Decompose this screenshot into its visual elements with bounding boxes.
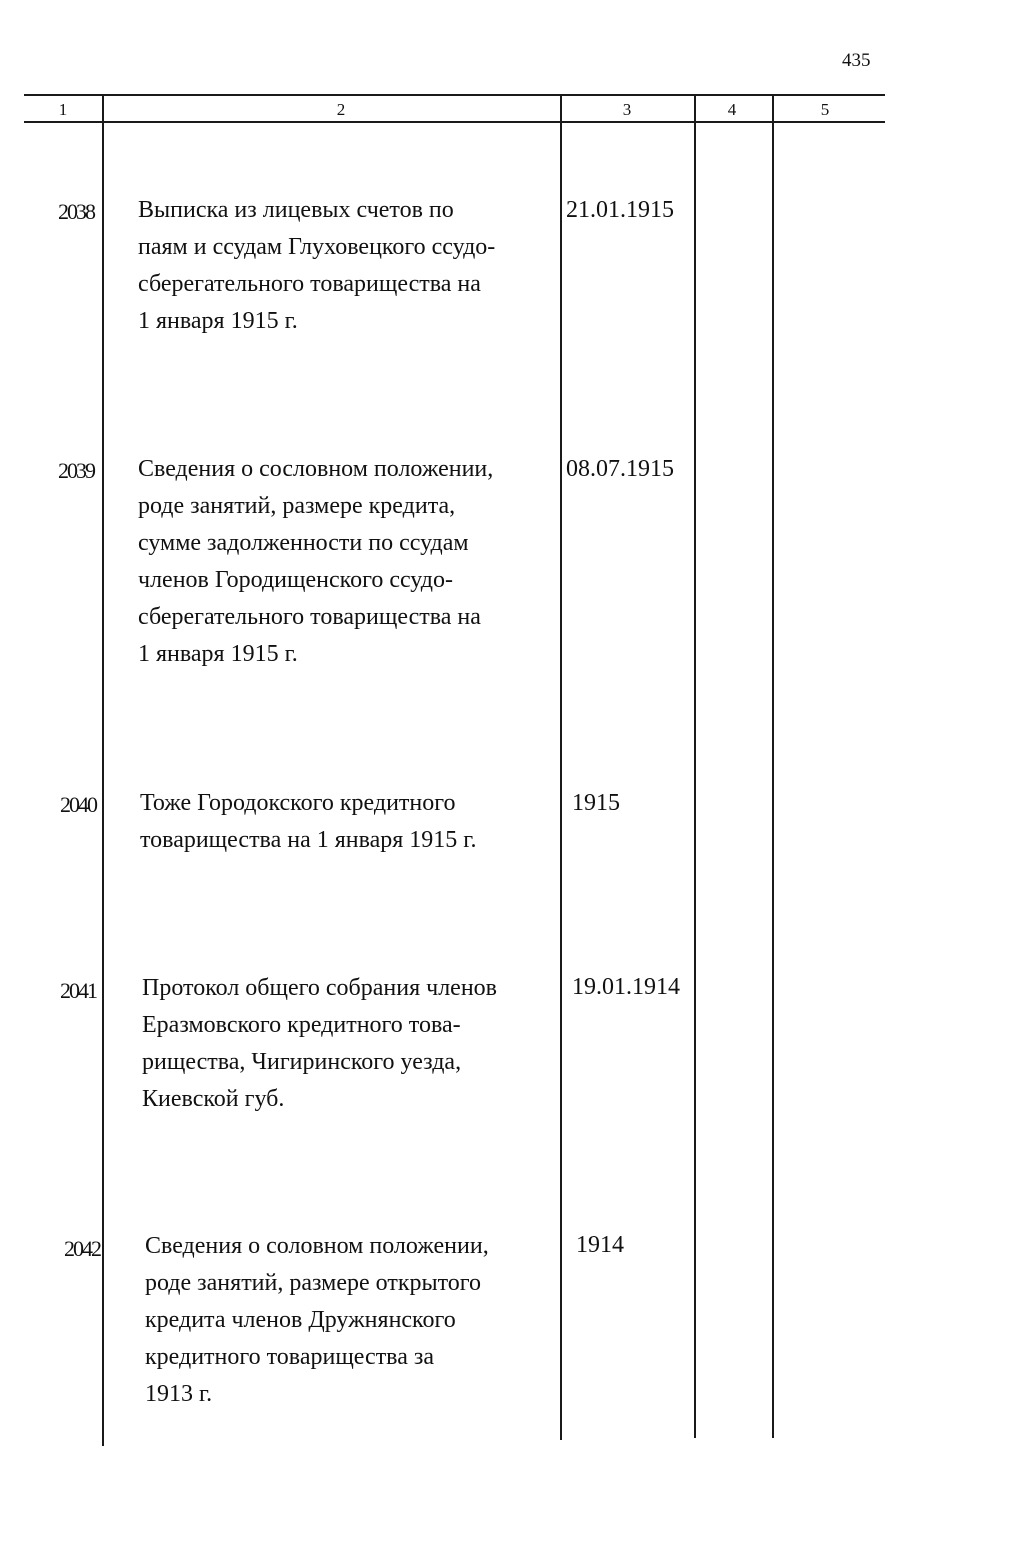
- row-description: [138, 451, 530, 673]
- description-line: Киевской губ.: [142, 1086, 285, 1112]
- description-line: паям и ссудам Глуховецкого ссудо-: [138, 234, 496, 260]
- row-description: [145, 1228, 537, 1413]
- description-line: членов Городищенского ссудо-: [138, 567, 453, 593]
- page-number: 435: [842, 50, 871, 71]
- column-divider-2: [560, 94, 562, 1440]
- description-line: 1 января 1915 г.: [138, 308, 298, 334]
- row-date: 19.01.1914: [572, 974, 680, 1000]
- description-line: Тоже Городокского кредитного: [140, 790, 456, 816]
- description-line: роде занятий, размере открытого: [145, 1270, 482, 1296]
- row-description: [138, 192, 528, 340]
- column-header-2: 2: [336, 100, 346, 119]
- description-line: кредитного товарищества за: [145, 1344, 434, 1370]
- description-line: сберегательного товарищества на: [138, 604, 481, 630]
- column-header-3: 3: [622, 100, 632, 119]
- column-header-1: 1: [58, 100, 68, 119]
- description-line: Сведения о сословном положении,: [138, 456, 494, 482]
- row-number: 2038: [58, 199, 94, 224]
- description-line: роде занятий, размере кредита,: [138, 493, 456, 519]
- row-number: 2039: [58, 458, 94, 483]
- description-line: Сведения о соловном положении,: [145, 1233, 489, 1259]
- row-number: 2041: [60, 978, 96, 1003]
- description-line: сумме задолженности по ссудам: [138, 530, 469, 556]
- description-line: 1913 г.: [145, 1381, 213, 1407]
- row-date: 08.07.1915: [566, 456, 674, 482]
- description-line: кредита членов Дружнянского: [145, 1307, 456, 1333]
- row-date: 1914: [576, 1232, 624, 1258]
- column-divider-3: [694, 94, 696, 1438]
- description-line: Еразмовского кредитного това-: [142, 1012, 461, 1038]
- description-line: товарищества на 1 января 1915 г.: [140, 827, 477, 853]
- column-divider-1: [102, 94, 104, 1446]
- column-header-5: 5: [820, 100, 830, 119]
- column-divider-4: [772, 94, 774, 1438]
- row-date: 1915: [572, 790, 620, 816]
- row-number: 2040: [60, 792, 96, 817]
- header-bottom-rule: [24, 121, 885, 123]
- description-line: Протокол общего собрания членов: [142, 975, 497, 1001]
- column-header-4: 4: [727, 100, 737, 119]
- row-description: [140, 785, 532, 859]
- description-line: рищества, Чигиринского уезда,: [142, 1049, 462, 1075]
- row-number: 2042: [64, 1236, 100, 1261]
- description-line: Выписка из лицевых счетов по: [138, 197, 454, 223]
- row-description: [142, 970, 534, 1118]
- row-date: 21.01.1915: [566, 197, 674, 223]
- header-top-rule: [24, 94, 885, 96]
- description-line: сберегательного товарищества на: [138, 271, 481, 297]
- description-line: 1 января 1915 г.: [138, 641, 298, 667]
